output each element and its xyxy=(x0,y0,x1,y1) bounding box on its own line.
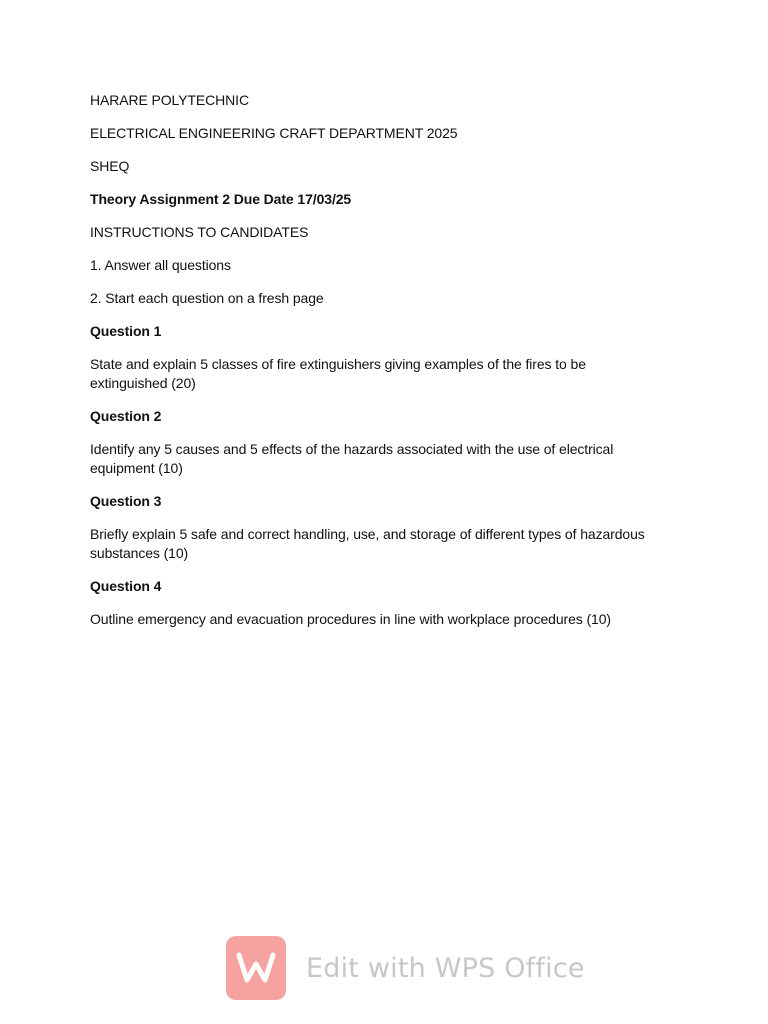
question-3-line: substances (10) xyxy=(90,545,189,561)
department-name: ELECTRICAL ENGINEERING CRAFT DEPARTMENT 2025 xyxy=(90,125,458,141)
document-body xyxy=(90,91,690,629)
wps-logo-icon xyxy=(226,936,286,1000)
wps-watermark[interactable] xyxy=(226,936,585,1000)
question-1-text xyxy=(90,355,690,393)
question-1-line: extinguished (20) xyxy=(90,375,196,391)
assignment-title: Theory Assignment 2 Due Date 17/03/25 xyxy=(90,191,352,207)
question-1-line: State and explain 5 classes of fire extinguishers giving examples of the fires to be xyxy=(90,356,586,372)
school-name: HARARE POLYTECHNIC xyxy=(90,92,249,108)
question-2-line: Identify any 5 causes and 5 effects of the hazards associated with the use of electrical xyxy=(90,441,614,457)
instructions-heading: INSTRUCTIONS TO CANDIDATES xyxy=(90,224,309,240)
question-3-line: Briefly explain 5 safe and correct handling, use, and storage of different types of hazardous xyxy=(90,526,645,542)
question-4-text: Outline emergency and evacuation procedures in line with workplace procedures (10) xyxy=(90,611,611,627)
question-4-heading: Question 4 xyxy=(90,578,162,594)
instruction-item: 2. Start each question on a fresh page xyxy=(90,290,324,306)
question-3-heading: Question 3 xyxy=(90,493,162,509)
instruction-item: 1. Answer all questions xyxy=(90,257,231,273)
question-2-heading: Question 2 xyxy=(90,408,162,424)
question-1-heading: Question 1 xyxy=(90,323,162,339)
question-2-text xyxy=(90,440,690,478)
wps-watermark-text: Edit with WPS Office xyxy=(306,952,585,984)
question-3-text xyxy=(90,525,690,563)
subject-name: SHEQ xyxy=(90,158,130,174)
question-2-line: equipment (10) xyxy=(90,460,183,476)
